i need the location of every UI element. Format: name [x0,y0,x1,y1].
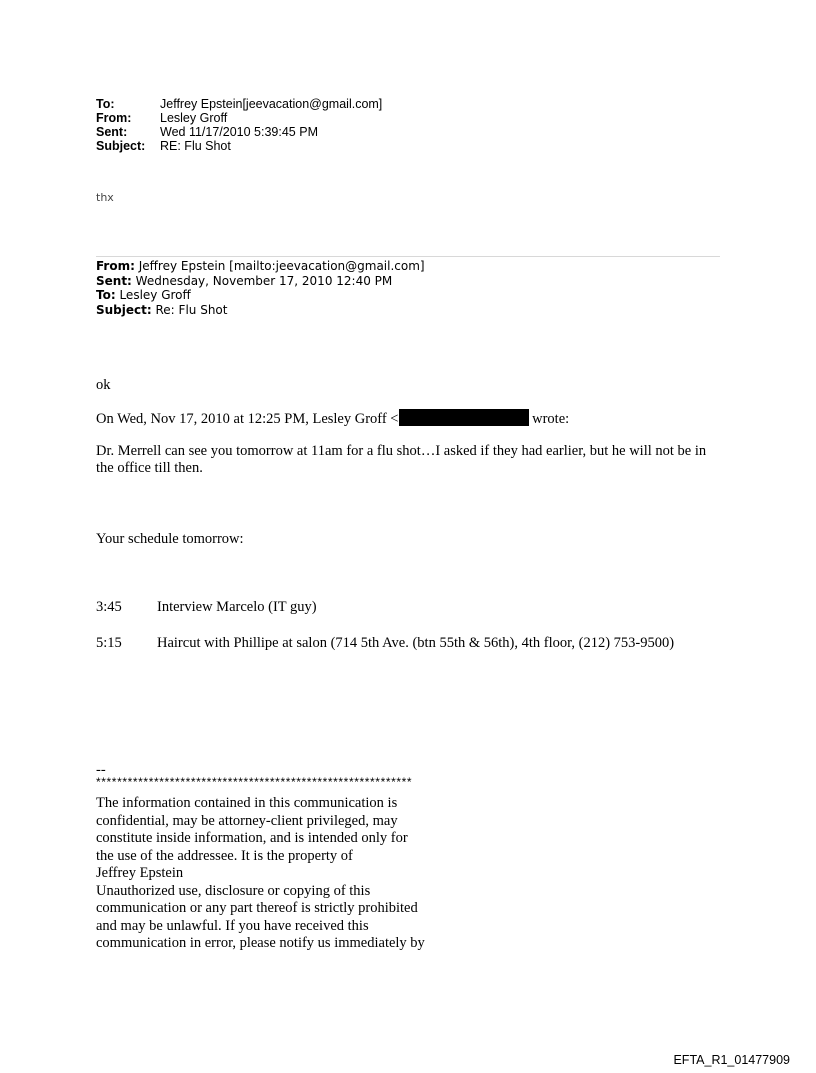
quoted-from-label: From: [96,259,135,273]
quoted-from-row [96,259,425,274]
quoted-to-label: To: [96,288,116,302]
sent-label: Sent: [96,125,128,139]
to-label: To: [96,97,115,111]
header-sent-row [96,125,382,139]
quoted-subject-row [96,303,425,318]
header-to-row [96,97,382,111]
from-value: Lesley Groff [160,111,228,125]
quoted-sent-row [96,274,425,289]
quoted-subject-value: Re: Flu Shot [151,302,228,317]
from-label: From: [96,111,132,125]
sent-value: Wed 11/17/2010 5:39:45 PM [160,125,318,139]
on-wrote-prefix: On Wed, Nov 17, 2010 at 12:25 PM, Lesley Groff < [96,411,399,427]
redaction-block [399,409,529,426]
on-wrote-line [96,409,569,428]
disclaimer-line: communication or any part thereof is strictly prohibited [96,900,418,916]
schedule-text: Haircut with Phillipe at salon (714 5th Ave. (btn 55th & 56th), 4th floor, (212) 753-9500) [157,635,675,651]
disclaimer-line: Jeffrey Epstein [96,865,184,881]
email-header [96,97,382,153]
header-subject-row [96,139,382,153]
bates-number: EFTA_R1_01477909 [673,1053,790,1067]
merrell-paragraph: Dr. Merrell can see you tomorrow at 11am for a flu shot…I asked if they had earlier, but he will not be in the office till then. [96,443,707,476]
schedule-text: Interview Marcelo (IT guy) [157,599,317,615]
disclaimer-line: confidential, may be attorney-client privileged, may [96,812,398,829]
quote-divider [96,256,720,257]
to-value: Jeffrey Epstein[jeevacation@gmail.com] [160,97,383,111]
schedule-title: Your schedule tomorrow: [96,531,244,547]
quoted-subject-label: Subject: [96,302,152,317]
schedule-item [96,635,721,652]
disclaimer-line: the use of the addressee. It is the property of [96,847,353,864]
schedule-time: 3:45 [96,599,122,615]
quoted-sent-value: Wednesday, November 17, 2010 12:40 PM [131,273,393,288]
reply-body: thx [96,191,114,204]
signature-stars: ************************************************************ [96,775,413,789]
quoted-from-value: Jeffrey Epstein [mailto:jeevacation@gmail.com] [134,259,425,273]
subject-label: Subject: [96,139,146,153]
disclaimer-line: The information contained in this communication is [96,795,398,811]
quoted-to-value: Lesley Groff [115,288,191,302]
disclaimer [96,795,466,953]
disclaimer-line: Unauthorized use, disclosure or copying of this [96,882,371,899]
signature-dashes: -- [96,762,106,778]
subject-value: RE: Flu Shot [160,139,231,153]
schedule-time: 5:15 [96,635,122,651]
quoted-sent-label: Sent: [96,273,132,288]
header-from-row [96,111,382,125]
disclaimer-line: communication in error, please notify us immediately by [96,935,425,951]
on-wrote-suffix: wrote: [528,411,570,427]
quoted-header [96,259,425,317]
quoted-to-row [96,288,425,303]
schedule-item [96,599,317,616]
disclaimer-line: and may be unlawful. If you have received this [96,917,369,934]
disclaimer-line: constitute inside information, and is intended only for [96,830,408,846]
ok-text: ok [96,377,111,393]
